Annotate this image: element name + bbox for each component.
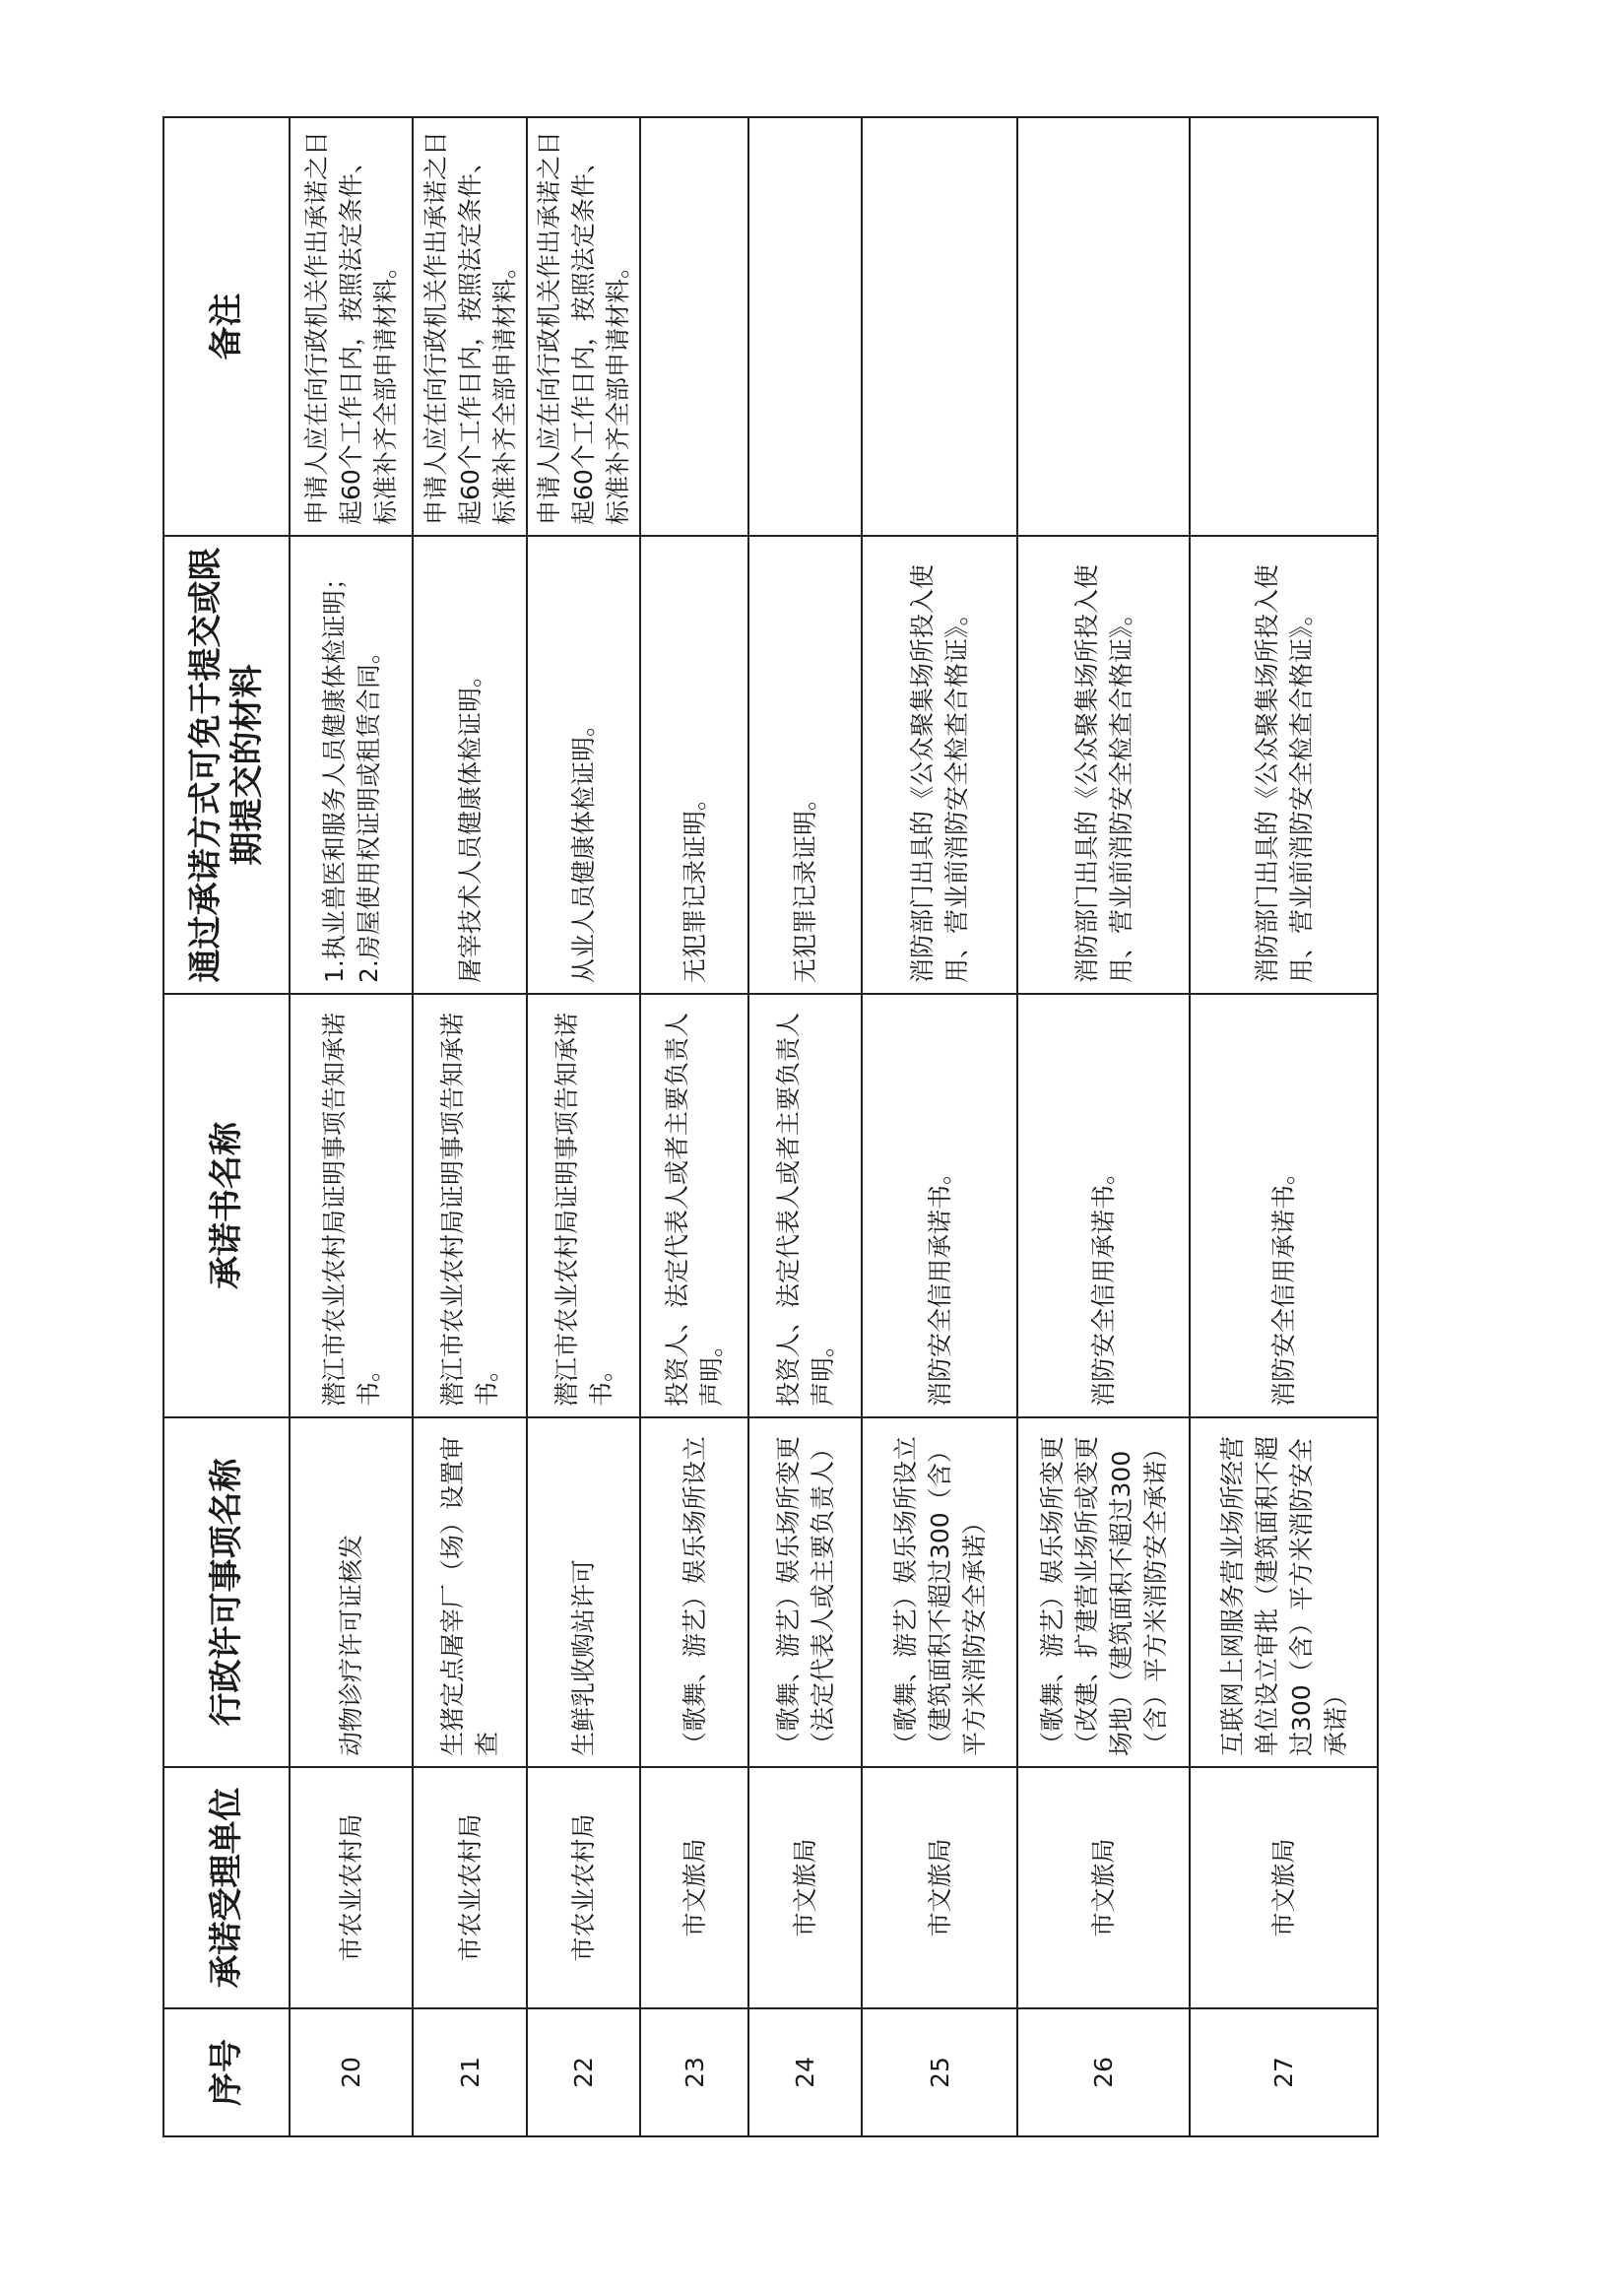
header-commitment-name: 承诺书名称 <box>163 994 290 1417</box>
cell-unit: 市文旅局 <box>1190 1767 1378 2008</box>
cell-no: 24 <box>748 2008 862 2136</box>
cell-no: 20 <box>290 2008 413 2136</box>
header-materials: 通过承诺方式可免于提交或限期提交的材料 <box>163 536 290 994</box>
cell-unit: 市文旅局 <box>862 1767 1017 2008</box>
table-row <box>1017 117 1190 2136</box>
cell-materials: 1.执业兽医和服务人员健康体检证明； 2.房屋使用权证明或租赁合同。 <box>290 536 413 994</box>
cell-item: （歌舞、游艺）娱乐场所变更（法定代表人或主要负责人） <box>748 1417 862 1767</box>
cell-no: 27 <box>1190 2008 1378 2136</box>
header-item: 行政许可事项名称 <box>163 1417 290 1767</box>
cell-remark <box>862 117 1017 536</box>
cell-materials: 从业人员健康体检证明。 <box>527 536 640 994</box>
table-row <box>640 117 748 2136</box>
cell-materials: 屠宰技术人员健康体检证明。 <box>413 536 527 994</box>
cell-commitment-name: 投资人、法定代表人或者主要负责人声明。 <box>748 994 862 1417</box>
table-row <box>290 117 413 2136</box>
header-row <box>163 117 290 2136</box>
rotated-page <box>162 118 1374 2137</box>
cell-remark: 申请人应在向行政机关作出承诺之日起60个工作日内，按照法定条件、标准补齐全部申请材料。 <box>290 117 413 536</box>
cell-item: 生猪定点屠宰厂（场）设置审查 <box>413 1417 527 1767</box>
cell-materials: 消防部门出具的《公众聚集场所投入使用、营业前消防安全检查合格证》。 <box>862 536 1017 994</box>
cell-item: （歌舞、游艺）娱乐场所设立（建筑面积不超过300（含）平方米消防安全承诺） <box>862 1417 1017 1767</box>
cell-unit: 市农业农村局 <box>413 1767 527 2008</box>
cell-commitment-name: 消防安全信用承诺书。 <box>862 994 1017 1417</box>
cell-no: 26 <box>1017 2008 1190 2136</box>
table-row <box>748 117 862 2136</box>
cell-no: 23 <box>640 2008 748 2136</box>
cell-commitment-name: 消防安全信用承诺书。 <box>1190 994 1378 1417</box>
table-row <box>862 117 1017 2136</box>
cell-no: 22 <box>527 2008 640 2136</box>
table-row <box>527 117 640 2136</box>
cell-commitment-name: 消防安全信用承诺书。 <box>1017 994 1190 1417</box>
header-unit: 承诺受理单位 <box>163 1767 290 2008</box>
cell-commitment-name: 投资人、法定代表人或者主要负责人声明。 <box>640 994 748 1417</box>
cell-unit: 市文旅局 <box>1017 1767 1190 2008</box>
cell-materials: 无犯罪记录证明。 <box>640 536 748 994</box>
cell-materials: 消防部门出具的《公众聚集场所投入使用、营业前消防安全检查合格证》。 <box>1190 536 1378 994</box>
cell-item: 生鲜乳收购站许可 <box>527 1417 640 1767</box>
cell-remark <box>1017 117 1190 536</box>
cell-unit: 市文旅局 <box>748 1767 862 2008</box>
cell-commitment-name: 潜江市农业农村局证明事项告知承诺书。 <box>290 994 413 1417</box>
cell-no: 25 <box>862 2008 1017 2136</box>
cell-materials: 无犯罪记录证明。 <box>748 536 862 994</box>
cell-remark: 申请人应在向行政机关作出承诺之日起60个工作日内，按照法定条件、标准补齐全部申请材料。 <box>527 117 640 536</box>
cell-item: 互联网上网服务营业场所经营单位设立审批（建筑面积不超过300（含）平方米消防安全承诺） <box>1190 1417 1378 1767</box>
cell-item: （歌舞、游艺）娱乐场所设立 <box>640 1417 748 1767</box>
cell-commitment-name: 潜江市农业农村局证明事项告知承诺书。 <box>413 994 527 1417</box>
header-remark: 备注 <box>163 117 290 536</box>
cell-materials: 消防部门出具的《公众聚集场所投入使用、营业前消防安全检查合格证》。 <box>1017 536 1190 994</box>
cell-unit: 市农业农村局 <box>527 1767 640 2008</box>
cell-item: 动物诊疗许可证核发 <box>290 1417 413 1767</box>
cell-remark <box>748 117 862 536</box>
cell-remark: 申请人应在向行政机关作出承诺之日起60个工作日内，按照法定条件、标准补齐全部申请材料。 <box>413 117 527 536</box>
cell-unit: 市文旅局 <box>640 1767 748 2008</box>
header-no: 序号 <box>163 2008 290 2136</box>
table-row <box>1190 117 1378 2136</box>
cell-commitment-name: 潜江市农业农村局证明事项告知承诺书。 <box>527 994 640 1417</box>
cell-unit: 市农业农村局 <box>290 1767 413 2008</box>
table-row <box>413 117 527 2136</box>
cell-no: 21 <box>413 2008 527 2136</box>
commitment-table <box>162 116 1379 2137</box>
cell-item: （歌舞、游艺）娱乐场所变更（改建、扩建营业场所或变更场地）（建筑面积不超过300（含）平方米消防安全承诺） <box>1017 1417 1190 1767</box>
cell-remark <box>640 117 748 536</box>
cell-remark <box>1190 117 1378 536</box>
